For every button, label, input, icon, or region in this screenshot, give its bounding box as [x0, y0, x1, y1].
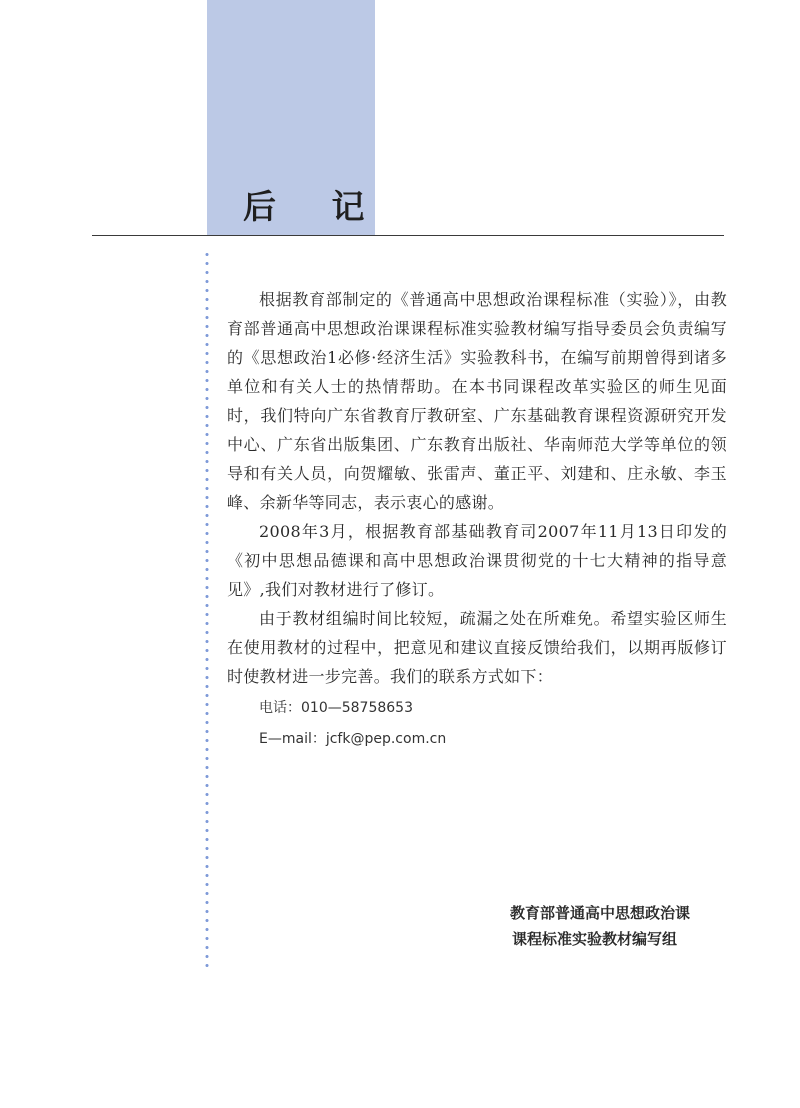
paragraph-acknowledgement: 根据教育部制定的《普通高中思想政治课程标准（实验）》，由教育部普通高中思想政治课课程标准实验教材编写指导委员会负责编写的《思想政治1必修·经济生活》实验教科书，在编写前期曾得到诸多单位和有关人士的热情帮助。在本书同课程改革实验区的师生见面时，我们特向广东省教育厅教研室、广东基础教育课程资源研究开发中心、广东省出版集团、广东教育出版社、华南师范大学等单位的领导和有关人员，向贺耀敏、张雷声、董正平、刘建和、庄永敏、李玉峰、余新华等同志，表示衷心的感谢。: [227, 290, 727, 512]
paragraph-revision: 2008年3月，根据教育部基础教育司2007年11月13日印发的《初中思想品德课和高中思想政治课贯彻党的十七大精神的指导意见》,我们对教材进行了修订。: [227, 522, 727, 599]
header-rule: [92, 235, 724, 236]
signature-line-2: 课程标准实验教材编写组: [512, 930, 678, 948]
afterword-body: [227, 285, 727, 755]
contact-email: E—mail：jcfk@pep.com.cn: [259, 731, 447, 747]
paragraph-feedback: 由于教材组编时间比较短，疏漏之处在所难免。希望实验区师生在使用教材的过程中，把意见和建议直接反馈给我们，以期再版修订时使教材进一步完善。我们的联系方式如下：: [227, 609, 727, 686]
signature-block: [510, 900, 730, 952]
contact-phone: 电话：010—58758653: [259, 700, 413, 716]
dotted-margin-line: [205, 250, 209, 972]
signature-line-1: 教育部普通高中思想政治课: [510, 904, 691, 922]
page-title: 后 记: [243, 187, 387, 226]
